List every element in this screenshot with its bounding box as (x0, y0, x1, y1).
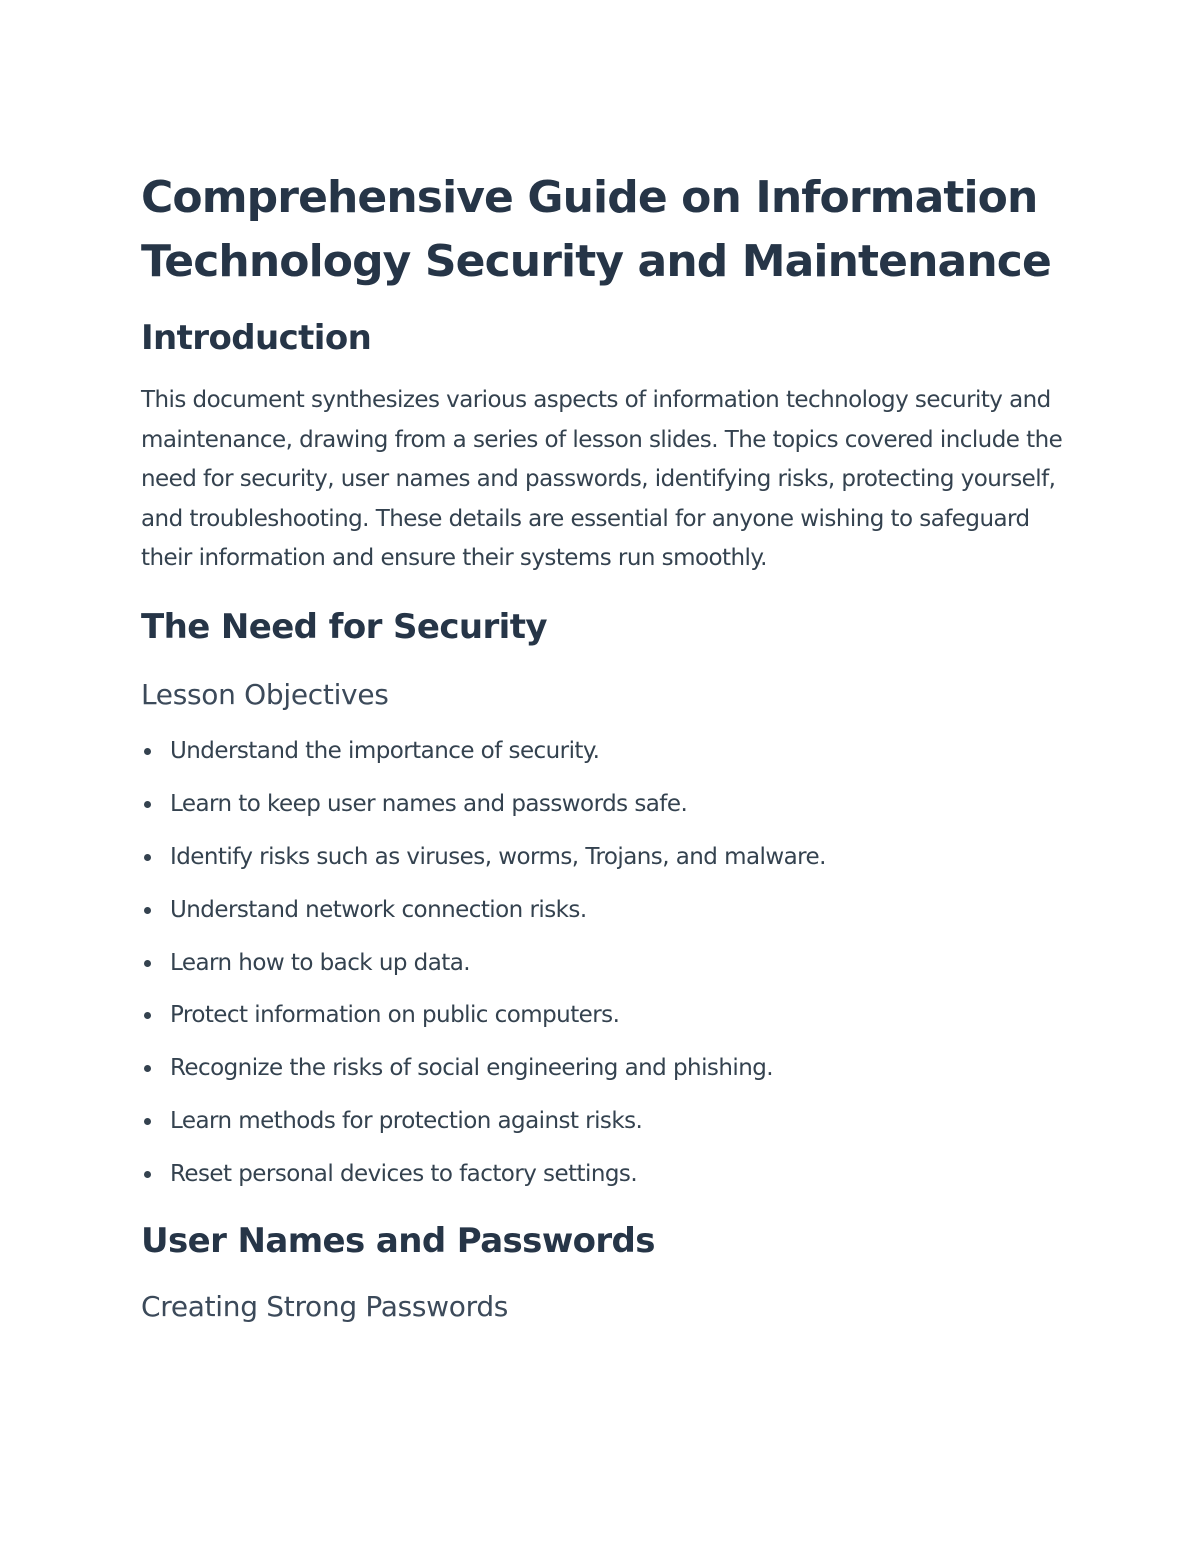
list-item (141, 894, 1071, 926)
list-item (141, 788, 1071, 820)
list-item-text: Learn how to back up data. (170, 949, 471, 976)
list-item-text: Protect information on public computers. (170, 1002, 620, 1029)
bullet-icon (144, 748, 151, 755)
list-item (141, 1105, 1071, 1137)
bullet-icon (144, 1065, 151, 1072)
list-item-text: Understand network connection risks. (170, 896, 587, 923)
list-item (141, 735, 1071, 767)
lesson-objectives-heading: Lesson Objectives (141, 677, 389, 711)
introduction-paragraph: This document synthesizes various aspects of information technology security and maintenance, drawing from a series of lesson slides. The topics covered include the need for security, user names and passwords, identifying risks, protecting yourself, and troubleshooting. These details are essential for anyone wishing to safeguard their information and ensure their systems run smoothly. (141, 387, 1063, 572)
bullet-icon (144, 1118, 151, 1125)
list-item (141, 999, 1071, 1031)
document-title: Comprehensive Guide on Information Technology Security and Maintenance (141, 172, 1051, 287)
bullet-icon (144, 907, 151, 914)
need-for-security-heading: The Need for Security (141, 606, 547, 647)
introduction-heading: Introduction (141, 318, 372, 358)
list-item-text: Identify risks such as viruses, worms, Trojans, and malware. (170, 843, 826, 870)
objectives-list (141, 735, 1071, 1190)
list-item-text: Learn to keep user names and passwords safe. (170, 790, 688, 817)
list-item (141, 947, 1071, 979)
bullet-icon (144, 801, 151, 808)
list-item (141, 1158, 1071, 1190)
list-item (141, 841, 1071, 873)
document-page (141, 166, 1071, 1327)
bullet-icon (144, 1012, 151, 1019)
user-names-passwords-heading: User Names and Passwords (141, 1221, 655, 1262)
list-item-text: Recognize the risks of social engineering and phishing. (170, 1055, 774, 1082)
creating-strong-passwords-heading: Creating Strong Passwords (141, 1290, 509, 1324)
list-item (141, 1052, 1071, 1084)
bullet-icon (144, 1171, 151, 1178)
bullet-icon (144, 854, 151, 861)
list-item-text: Understand the importance of security. (170, 737, 600, 764)
list-item-text: Reset personal devices to factory settings. (170, 1161, 638, 1188)
list-item-text: Learn methods for protection against risks. (170, 1108, 643, 1135)
bullet-icon (144, 960, 151, 967)
